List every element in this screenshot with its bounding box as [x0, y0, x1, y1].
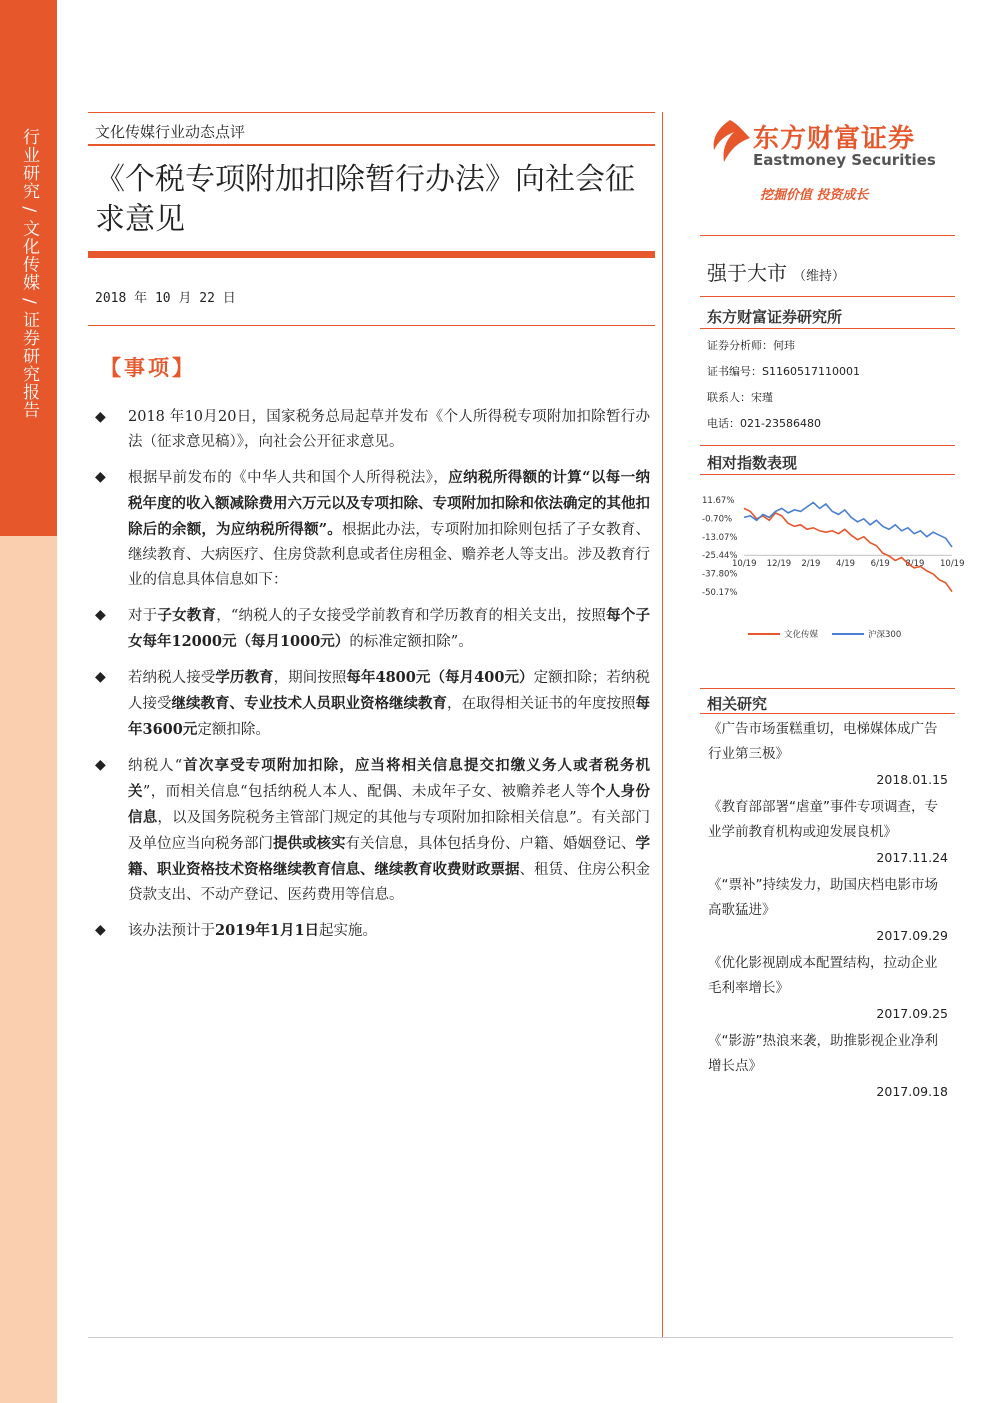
title-rule — [88, 251, 655, 258]
related-item-date: 2017.11.24 — [876, 850, 948, 865]
sidebar-label: 行业研究 / 文化传媒 / 证券研究报告 — [19, 128, 39, 420]
bullet-text: ，期间按照 — [273, 670, 347, 686]
legend-label: 沪深300 — [868, 630, 902, 640]
date-rule — [88, 325, 655, 326]
related-item[interactable] — [708, 795, 948, 870]
related-item-date: 2017.09.25 — [876, 1006, 948, 1021]
related-item-title[interactable]: 《教育部部署“虐童”事件专项调查，专业学前教育机构或迎发展良机》 — [708, 799, 938, 840]
y-tick-label: -37.80% — [702, 569, 738, 580]
bullet-emphasis: 提供或核实 — [273, 835, 346, 852]
bullet-text: ，以及国务院税务主管部门规定的其他与专项附加扣除相关信息”。有关部门及单位应当向税务部门 — [128, 810, 650, 852]
chart-section-title: 相对指数表现 — [707, 454, 798, 472]
bullet-text: 对于 — [128, 608, 158, 624]
institute-title: 东方财富证券研究所 — [707, 308, 843, 326]
bullet-text: ，在取得相关证书的年度按照 — [447, 696, 636, 712]
series-line-1 — [744, 503, 952, 548]
section-tag: 【事项】 — [100, 355, 196, 380]
bullet-emphasis: 子女教育 — [157, 607, 217, 624]
chart-rule-top — [700, 445, 955, 446]
brand-name-en: Eastmoney Securities — [753, 151, 936, 169]
related-item[interactable] — [708, 717, 948, 792]
related-item-title[interactable]: 《广告市场蛋糕重切，电梯媒体成广告行业第三极》 — [708, 721, 938, 762]
bullet-emphasis: 个人身份信息 — [128, 783, 651, 826]
category-rule — [88, 144, 655, 146]
brand-slogan: 挖掘价值 投资成长 — [760, 188, 869, 203]
y-tick-label: 11.67% — [702, 496, 735, 506]
diamond-bullet-icon: ◆ — [95, 607, 106, 623]
rating-rule-top — [700, 235, 955, 236]
bullet-emphasis: 每个子女每年12000元（每月1000元） — [128, 607, 650, 650]
sidebar-band-light — [0, 536, 57, 1403]
bullet-text: 、租赁、住房公积金贷款支出、不动产登记、医药费用等信息。 — [128, 862, 650, 903]
institute-rule — [700, 328, 955, 329]
related-item[interactable] — [708, 951, 948, 1026]
brand-name: 东方财富证券 — [753, 124, 916, 154]
x-tick-label: 10/19 — [732, 559, 757, 570]
bullet-emphasis: 应纳税所得额的计算“以每一纳税年度的收入额减除费用六万元以及专项扣除、专项附加扣除和依法确定的其他扣除后的余额，为应纳税所得额”。 — [128, 469, 651, 538]
chart-rule-bottom — [700, 474, 955, 475]
bullet-emphasis: 学籍、职业资格技术资格继续教育信息、继续教育收费财政票据 — [128, 835, 650, 878]
related-rule-bottom — [700, 713, 955, 714]
related-rule-top — [700, 688, 955, 689]
bullet-emphasis: 2019年1月1日 — [215, 922, 320, 939]
bullet-emphasis: 每年3600元 — [128, 695, 650, 738]
report-category: 文化传媒行业动态点评 — [95, 123, 246, 141]
brand-logo-icon — [700, 114, 760, 174]
bullet-text: 定额扣除。 — [197, 722, 270, 738]
analyst: 证券分析师：何玮 — [707, 339, 795, 352]
bullet-text: 2018 年10月20日，国家税务总局起草并发布《个人所得税专项附加扣除暂行办法（征求意见稿）》，向社会公开征求意见。 — [128, 409, 650, 450]
bullet-item — [95, 918, 650, 944]
top-rule — [88, 112, 655, 113]
diamond-bullet-icon: ◆ — [95, 922, 106, 938]
bullet-text: 根据早前发布的《中华人共和国个人所得税法》， — [128, 470, 449, 486]
diamond-bullet-icon: ◆ — [95, 409, 106, 425]
diamond-bullet-icon: ◆ — [95, 757, 106, 773]
y-tick-label: -0.70% — [702, 514, 733, 525]
related-title: 相关研究 — [707, 695, 768, 713]
bullet-emphasis: 继续教育、专业技术人员职业资格继续教育 — [171, 695, 447, 712]
column-divider — [662, 112, 663, 1337]
bullet-text: 定额扣除；若纳税人接受 — [128, 670, 651, 712]
related-item-title[interactable]: 《优化影视剧成本配置结构，拉动企业毛利率增长》 — [708, 955, 938, 996]
bullet-text: 的标准定额扣除”。 — [349, 634, 473, 650]
x-tick-label: 8/19 — [905, 559, 925, 570]
related-item[interactable] — [708, 1029, 948, 1104]
bullet-text: ”，而相关信息“包括纳税人本人、配偶、未成年子女、被赡养老人等 — [142, 784, 591, 800]
page-title: 《个税专项附加扣除暂行办法》向社会征求意见 — [95, 162, 635, 237]
report-date: 2018 年 10 月 22 日 — [95, 291, 236, 306]
bullet-item — [95, 603, 650, 655]
x-tick-label: 12/19 — [766, 559, 792, 570]
rating — [707, 257, 845, 286]
rating-rule-bottom — [700, 296, 955, 297]
x-tick-label: 2/19 — [801, 559, 821, 570]
bullet-list — [95, 405, 650, 954]
phone: 电话：021-23586480 — [707, 417, 821, 430]
bullet-text: ，“纳税人的子女接受学前教育和学历教育的相关支出，按照 — [216, 608, 607, 624]
related-item-date: 2018.01.15 — [876, 772, 948, 787]
related-item[interactable] — [708, 873, 948, 948]
related-item-title[interactable]: 《“影游”热浪来袭，助推影视企业净利增长点》 — [708, 1033, 938, 1074]
y-tick-label: -13.07% — [702, 532, 738, 543]
x-tick-label: 4/19 — [836, 559, 856, 570]
bullet-item — [95, 465, 650, 593]
bullet-item — [95, 665, 650, 743]
x-tick-label: 10/19 — [940, 559, 965, 570]
contact: 联系人：宋瑾 — [707, 391, 773, 404]
cert-number: 证书编号：S1160517110001 — [707, 365, 860, 378]
series-line-0 — [744, 508, 952, 591]
footer-rule — [88, 1337, 953, 1338]
bullet-emphasis: 每年4800元（每月400元） — [346, 669, 534, 686]
rating-note: （维持） — [793, 269, 846, 284]
relative-index-chart — [700, 488, 965, 648]
diamond-bullet-icon: ◆ — [95, 669, 106, 685]
y-tick-label: -25.44% — [702, 551, 738, 562]
bullet-text: 根据此办法，专项附加扣除则包括了子女教育、继续教育、大病医疗、住房贷款利息或者住房租金、赡养老人等支出。涉及教育行业的信息具体信息如下： — [128, 522, 651, 588]
bullet-text: 起实施。 — [319, 923, 378, 939]
bullet-text: 纳税人“ — [128, 758, 183, 774]
bullet-emphasis: 首次享受专项附加扣除，应当将相关信息提交扣缴义务人或者税务机关 — [128, 757, 650, 800]
diamond-bullet-icon: ◆ — [95, 469, 106, 485]
bullet-item — [95, 405, 650, 455]
bullet-text: 有关信息，具体包括身份、户籍、婚姻登记、 — [345, 836, 636, 852]
bullet-text: 该办法预计于 — [128, 923, 215, 939]
bullet-text: 若纳税人接受 — [128, 670, 216, 686]
related-item-date: 2017.09.29 — [876, 928, 948, 943]
rating-label: 强于大市 — [707, 261, 787, 285]
bullet-item — [95, 753, 650, 908]
x-tick-label: 6/19 — [870, 559, 890, 570]
bullet-emphasis: 学历教育 — [215, 669, 274, 686]
legend-label: 文化传媒 — [784, 630, 819, 640]
related-list — [708, 717, 948, 1107]
related-item-title[interactable]: 《“票补”持续发力，助国庆档电影市场高歌猛进》 — [708, 877, 938, 918]
y-tick-label: -50.17% — [702, 588, 738, 598]
related-item-date: 2017.09.18 — [876, 1084, 948, 1099]
